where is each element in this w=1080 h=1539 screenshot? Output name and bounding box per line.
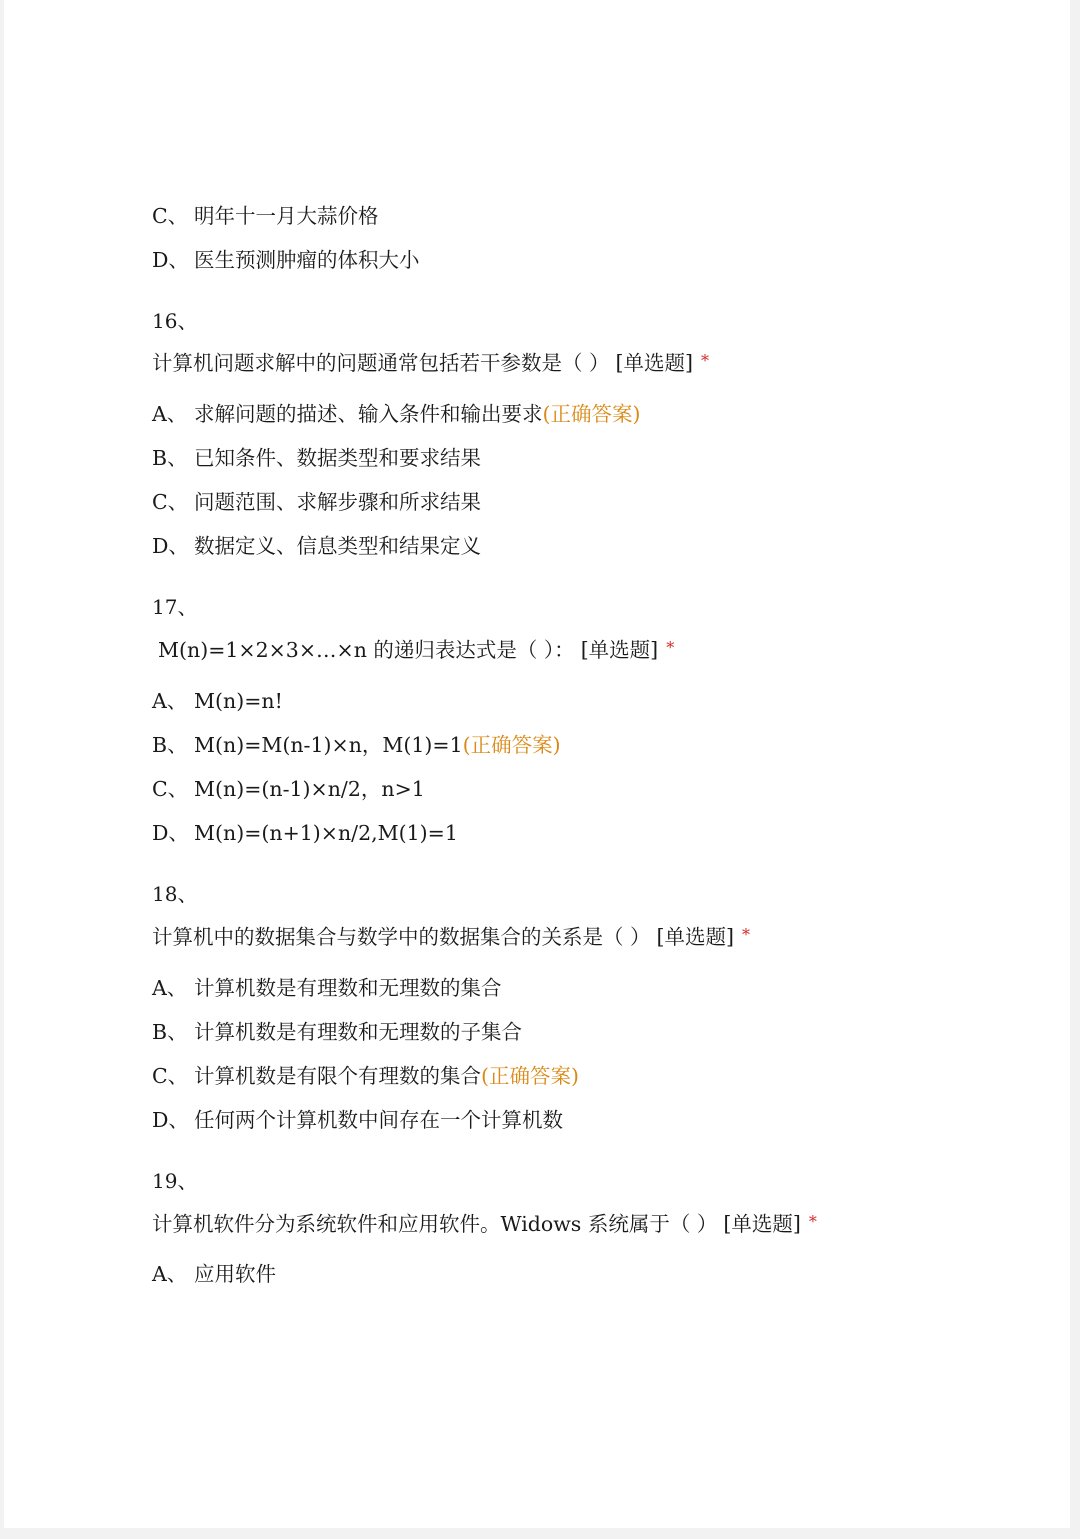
question-stem: 计算机问题求解中的问题通常包括若干参数是（ ） [单选题] * [152, 351, 710, 375]
option-a: A、 应用软件 [152, 1262, 276, 1286]
option-d: D、 任何两个计算机数中间存在一个计算机数 [152, 1108, 563, 1132]
required-star: * [808, 1212, 817, 1231]
option-c: C、 明年十一月大蒜价格 [152, 204, 379, 228]
option-c: C、 计算机数是有限个有理数的集合(正确答案) [152, 1064, 579, 1088]
question-number: 16、 [152, 309, 198, 333]
question-type-tag: [单选题] [580, 638, 659, 662]
option-a: A、 M(n)=n! [152, 689, 283, 713]
question-stem: 计算机中的数据集合与数学中的数据集合的关系是（ ） [单选题] * [152, 925, 751, 949]
required-star: * [666, 638, 675, 657]
option-text: 医生预测肿瘤的体积大小 [194, 248, 420, 272]
question-number: 17、 [152, 595, 198, 619]
option-b: B、 计算机数是有理数和无理数的子集合 [152, 1020, 522, 1044]
question-type-tag: [单选题] [615, 351, 694, 375]
question-type-tag: [单选题] [723, 1212, 801, 1236]
option-a: A、 求解问题的描述、输入条件和输出要求(正确答案) [152, 402, 641, 426]
correct-answer-label: (正确答案) [462, 733, 561, 757]
option-c: C、 M(n)=(n-1)×n/2，n>1 [152, 777, 425, 801]
required-star: * [701, 351, 710, 370]
document-page [4, 0, 1070, 1528]
option-b: B、 已知条件、数据类型和要求结果 [152, 446, 481, 470]
option-d: D、 数据定义、信息类型和结果定义 [152, 534, 481, 558]
option-text: 明年十一月大蒜价格 [194, 204, 379, 228]
correct-answer-label: (正确答案) [542, 402, 641, 426]
question-type-tag: [单选题] [656, 925, 735, 949]
question-stem: M(n)=1×2×3×…×n 的递归表达式是（ ）： [单选题] * [158, 638, 675, 662]
option-c: C、 问题范围、求解步骤和所求结果 [152, 490, 481, 514]
required-star: * [742, 925, 751, 944]
question-number: 19、 [152, 1169, 198, 1193]
question-stem: 计算机软件分为系统软件和应用软件。Widows 系统属于（ ） [单选题] * [152, 1212, 817, 1236]
option-d: D、 医生预测肿瘤的体积大小 [152, 248, 420, 272]
option-a: A、 计算机数是有理数和无理数的集合 [152, 976, 502, 1000]
question-number: 18、 [152, 882, 198, 906]
option-b: B、 M(n)=M(n-1)×n，M(1)=1(正确答案) [152, 733, 561, 757]
correct-answer-label: (正确答案) [481, 1064, 579, 1088]
option-d: D、 M(n)=(n+1)×n/2,M(1)=1 [152, 821, 458, 845]
